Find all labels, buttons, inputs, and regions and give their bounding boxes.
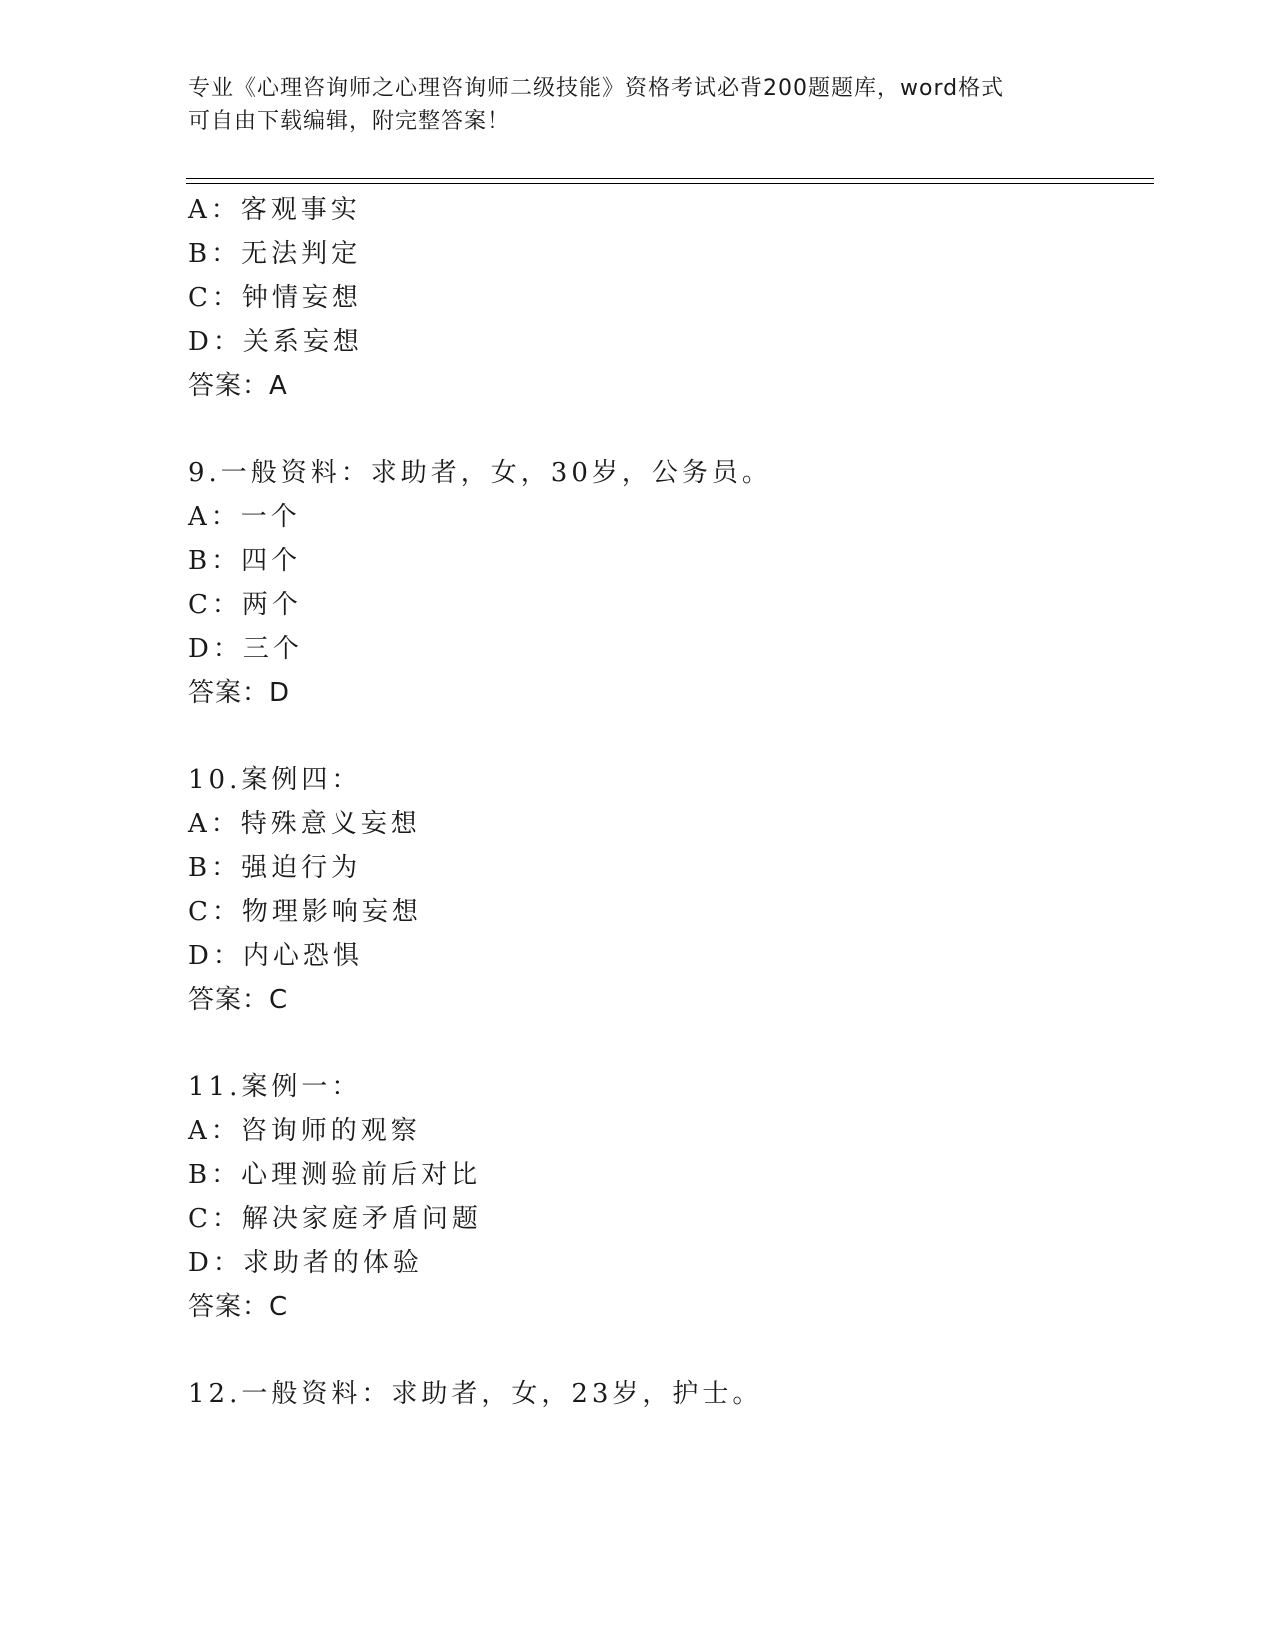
q9-stem: 9.一般资料：求助者，女，30岁，公务员。 (188, 458, 772, 488)
q10-option-b: B：强迫行为 (188, 853, 362, 883)
q9-option-d: D：三个 (188, 634, 303, 664)
q8-answer: 答案：A (188, 371, 288, 401)
q11-answer: 答案：C (188, 1292, 289, 1322)
header-line-1: 专业《心理咨询师之心理咨询师二级技能》资格考试必背200题题库，word格式 (188, 76, 1005, 101)
q9-option-b: B：四个 (188, 546, 302, 576)
q8-option-b: B：无法判定 (188, 239, 362, 269)
q8-option-c: C：钟情妄想 (188, 283, 362, 313)
q8-option-d: D：关系妄想 (188, 327, 363, 357)
q8-option-a: A：客观事实 (188, 195, 361, 225)
q12-stem: 12.一般资料：求助者，女，23岁，护士。 (188, 1379, 763, 1409)
header-divider (186, 178, 1154, 184)
document-header (188, 72, 1088, 138)
q10-answer: 答案：C (188, 985, 289, 1015)
q10-option-a: A：特殊意义妄想 (188, 809, 421, 839)
q9-option-a: A：一个 (188, 502, 301, 532)
q10-option-c: C：物理影响妄想 (188, 897, 422, 927)
q10-stem: 10.案例四： (188, 765, 362, 795)
q11-option-c: C：解决家庭矛盾问题 (188, 1204, 482, 1234)
q9-answer: 答案：D (188, 678, 291, 708)
q11-stem: 11.案例一： (188, 1072, 362, 1102)
q11-option-b: B：心理测验前后对比 (188, 1160, 482, 1190)
q9-option-c: C：两个 (188, 590, 302, 620)
header-line-2: 可自由下载编辑，附完整答案！ (188, 109, 511, 134)
q11-option-a: A：咨询师的观察 (188, 1116, 421, 1146)
q11-option-d: D：求助者的体验 (188, 1248, 423, 1278)
q10-option-d: D：内心恐惧 (188, 941, 363, 971)
